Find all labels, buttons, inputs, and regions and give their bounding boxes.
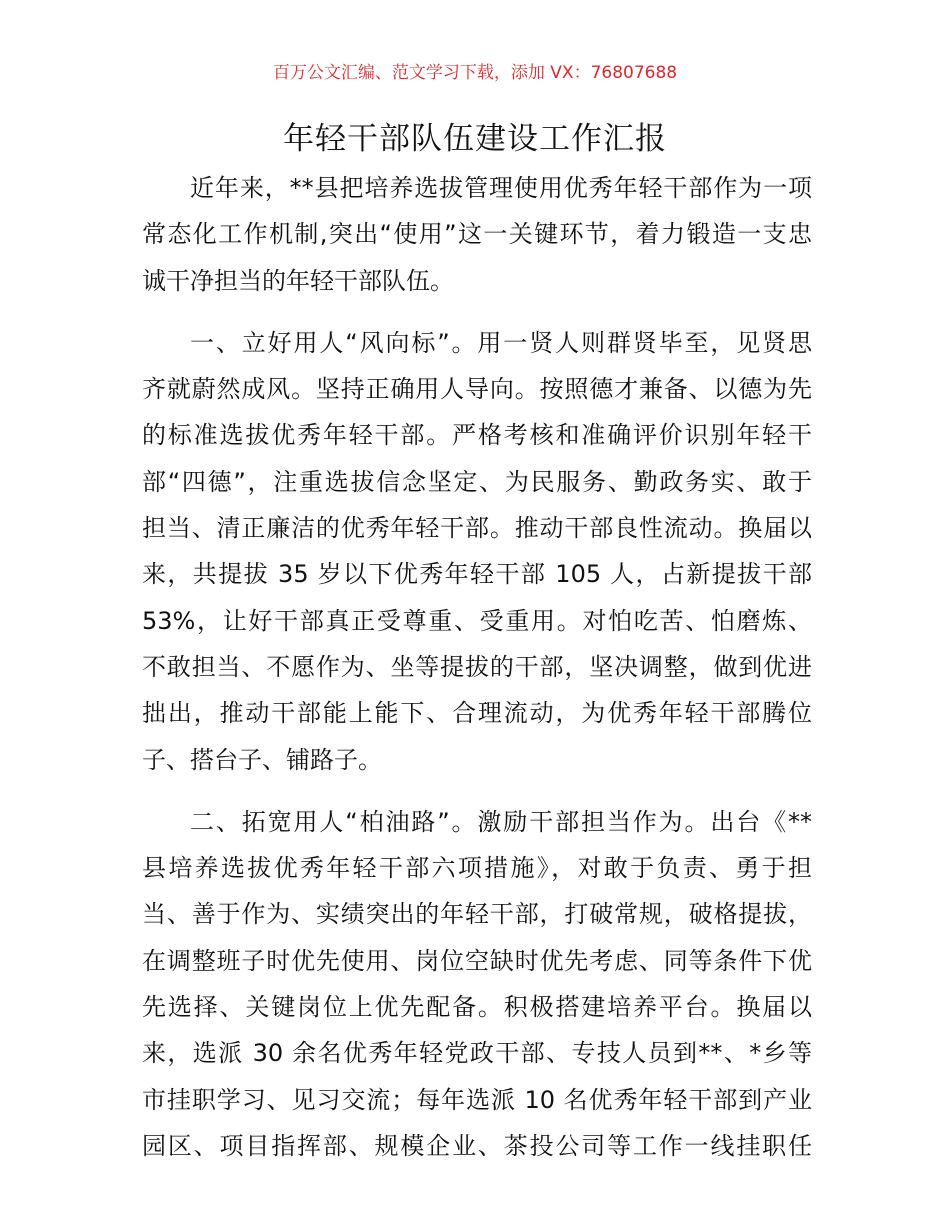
paragraph-section-1 (142, 320, 812, 783)
text-line: 不敢担当、不愿作为、坐等提拔的干部，坚决调整，做到优进 (142, 652, 812, 681)
document-body (142, 165, 812, 1185)
text-line: 53%，让好干部真正受尊重、受重用。对怕吃苦、怕磨炼、 (142, 606, 812, 635)
text-line: 部“四德”，注重选拔信念坚定、为民服务、勤政务实、敢于 (142, 467, 812, 496)
text-line: 子、搭台子、铺路子。 (142, 745, 382, 774)
text-line: 在调整班子时优先使用、岗位空缺时优先考虑、同等条件下优 (142, 946, 812, 975)
text-line: 拙出，推动干部能上能下、合理流动，为优秀年轻干部腾位 (142, 699, 812, 728)
text-line: 常态化工作机制,突出“使用”这一关键环节，着力锻造一支忠 (142, 220, 812, 249)
download-banner: 百万公文汇编、范文学习下载，添加 VX：76807688 (272, 63, 678, 83)
text-line: 来，选派 30 余名优秀年轻党政干部、专技人员到**、*乡等 (142, 1039, 812, 1068)
text-line: 先选择、关键岗位上优先配备。积极搭建培养平台。换届以 (142, 993, 812, 1022)
paragraph-intro (142, 165, 812, 304)
text-line: 近年来，**县把培养选拔管理使用优秀年轻干部作为一项 (190, 174, 812, 202)
text-line: 市挂职学习、见习交流；每年选派 10 名优秀年轻干部到产业 (142, 1085, 812, 1114)
text-line: 县培养选拔优秀年轻干部六项措施》，对敢于负责、勇于担 (142, 854, 812, 883)
text-line: 当、善于作为、实绩突出的年轻干部，打破常规，破格提拔， (142, 900, 812, 929)
text-line: 二、拓宽用人“柏油路”。激励干部担当作为。出台《** (190, 807, 812, 836)
text-line: 来，共提拔 35 岁以下优秀年轻干部 105 人，占新提拔干部 (142, 560, 812, 589)
text-line: 园区、项目指挥部、规模企业、茶投公司等工作一线挂职任 (142, 1131, 812, 1160)
paragraph-section-2 (142, 799, 812, 1169)
text-line: 诚干净担当的年轻干部队伍。 (142, 266, 454, 295)
text-line: 的标准选拔优秀年轻干部。严格考核和准确评价识别年轻干 (142, 421, 812, 450)
text-line: 担当、清正廉洁的优秀年轻干部。推动干部良性流动。换届以 (142, 514, 812, 543)
text-line: 齐就蔚然成风。坚持正确用人导向。按照德才兼备、以德为先 (142, 375, 812, 404)
text-line: 一、立好用人“风向标”。用一贤人则群贤毕至，见贤思 (190, 328, 812, 357)
document-title: 年轻干部队伍建设工作汇报 (283, 121, 667, 157)
